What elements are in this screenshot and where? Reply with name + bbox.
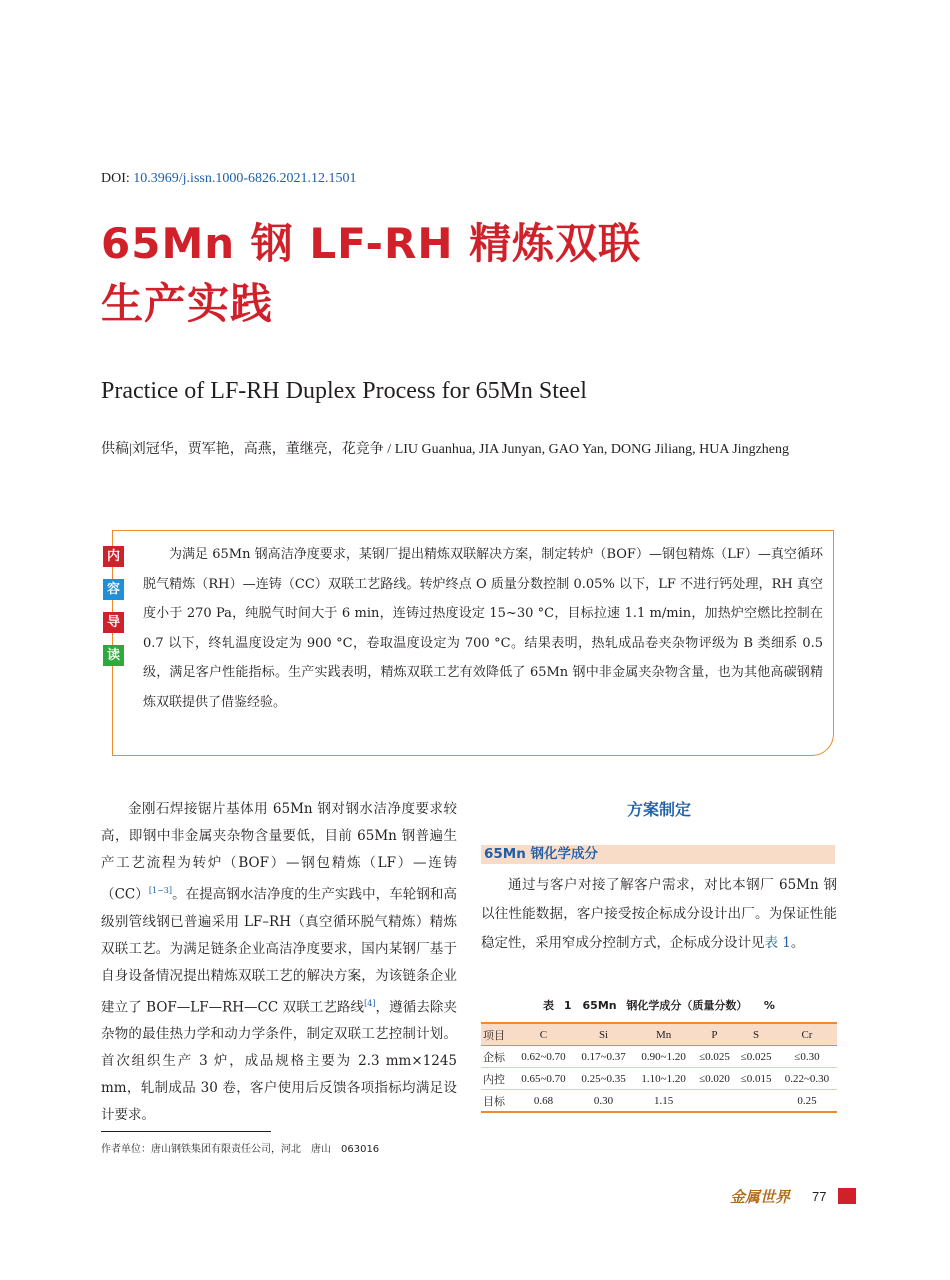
table-header-cell: Si [598, 1028, 609, 1041]
table-cell: ≤0.015 [735, 1068, 777, 1090]
subsection-heading: 65Mn 钢化学成分 [481, 845, 835, 864]
abstract-tag-3: 导 [103, 612, 124, 633]
table-cell: 0.17~0.37 [574, 1046, 634, 1068]
table-caption: 表 1 65Mn 钢化学成分（质量分数） % [543, 999, 775, 1012]
table-header-cell: 项目 [483, 1028, 505, 1042]
table-header-cell: C [539, 1028, 548, 1041]
page-number: 77 [812, 1189, 827, 1204]
table-cell: 0.68 [533, 1094, 554, 1107]
table-row [481, 1090, 837, 1113]
footnote-divider [101, 1131, 271, 1132]
title-cn-line2: 生产实践 [101, 279, 274, 328]
page-marker-block [838, 1188, 856, 1204]
table-cell: 1.15 [653, 1094, 674, 1107]
section-heading: 方案制定 [626, 800, 691, 819]
table-cell: ≤0.025 [694, 1046, 736, 1068]
table-cell: 0.25 [797, 1094, 817, 1107]
composition-table [481, 1022, 837, 1113]
table-cell: 0.22~0.30 [777, 1068, 837, 1090]
table-cell: 1.10~1.20 [634, 1068, 694, 1090]
author-line: 供稿|刘冠华，贾军艳，高燕，董继亮，花竞争 / LIU Guanhua, JIA Junyan, GAO Yan, DONG Jiliang, HUA Jingzheng [101, 442, 789, 457]
doi-link[interactable]: 10.3969/j.issn.1000-6826.2021.12.1501 [133, 171, 357, 186]
abstract-tag-2: 容 [103, 579, 124, 600]
table-cell: ≤0.025 [735, 1046, 777, 1068]
table-cell: 0.62~0.70 [513, 1046, 573, 1068]
citation-ref-2[interactable]: [4] [364, 998, 376, 1008]
body-text: 通过与客户对接了解客户需求，对比本钢厂 65Mn 钢以往性能数据，客户接受按企标成分设计出厂。为保证性能稳定性，采用窄成分控制方式，企标成分设计见 [481, 877, 837, 951]
table-header-cell: Mn [655, 1028, 672, 1041]
table-cell: 0.25~0.35 [574, 1068, 634, 1090]
title-cn-line1: 65Mn 钢 LF-RH 精炼双联 [101, 219, 642, 268]
table-cell: 企标 [481, 1046, 513, 1068]
intro-text-1: 金刚石焊接锯片基体用 65Mn 钢对钢水洁净度要求较高，即钢中非金属夹杂物含量要低，目前 65Mn 钢普遍生产工艺流程为转炉（BOF）—钢包精炼（LF）—连铸（CC） [101, 801, 457, 903]
table-row [481, 1046, 837, 1068]
intro-text-2: 。在提高钢水洁净度的生产实践中，车轮钢和高级别管线钢已普遍采用 LF–RH（真空循环脱气精炼）精炼双联工艺。为满足链条企业高洁净度要求，国内某钢厂基于自身设备情况提出精炼双联工艺的解决方案，为该链条企业建立了 BOF—LF—RH—CC 双联工艺路线 [101, 886, 457, 1015]
table-row [481, 1068, 837, 1090]
table-cell: 目标 [483, 1094, 505, 1108]
article-title-en: Practice of LF-RH Duplex Process for 65Mn Steel [101, 378, 587, 404]
table-cell: ≤0.30 [777, 1046, 837, 1068]
table-header-cell: P [711, 1028, 718, 1041]
table-cell: 0.90~1.20 [634, 1046, 694, 1068]
doi-line [101, 171, 357, 187]
abstract-text: 为满足 65Mn 钢高洁净度要求，某钢厂提出精炼双联解决方案，制定转炉（BOF）—钢包精炼（LF）—真空循环脱气精炼（RH）—连铸（CC）双联工艺路线。转炉终点 O 质量分数控制 0.05% 以下，LF 不进行钙处理，RH 真空度小于 270 Pa，纯脱气时间大于 6 min，连铸过热度设定 15~30 °C，目标拉速 1.1 m/min，加热炉空燃比控制在 0.7 以下，终轧温度设定为 900 °C，卷取温度设定为 700 °C。结果表明，热轧成品卷夹杂物评级为 B 类细系 0.5 级，满足客户性能指标。生产实践表明，精炼双联工艺有效降低了 65Mn 钢中非金属夹杂物含量，也为其他高碳钢精炼双联提供了借鉴经验。 [143, 547, 823, 710]
citation-ref-1[interactable]: [1−3] [148, 886, 172, 895]
author-affiliation-footnote: 作者单位：唐山钢铁集团有限责任公司，河北 唐山 063016 [101, 1144, 380, 1155]
table-cell: 0.65~0.70 [513, 1068, 573, 1090]
body-left-column [101, 796, 457, 1129]
table-cell [694, 1090, 736, 1113]
table-header-cell: Cr [801, 1028, 813, 1041]
article-title-cn [101, 214, 721, 334]
table-reference-link[interactable]: 表 1 [764, 935, 791, 951]
table-header-cell: S [753, 1028, 760, 1041]
abstract-tag-1: 内 [103, 546, 124, 567]
table-cell [735, 1090, 777, 1113]
body-right-column [481, 871, 837, 958]
doi-label: DOI: [101, 171, 134, 186]
journal-logo: 金属世界 [730, 1188, 791, 1206]
table-header-row [481, 1023, 837, 1046]
table-cell: 内控 [481, 1068, 513, 1090]
body-text-end: 。 [790, 935, 805, 951]
table-cell: 0.30 [593, 1094, 614, 1107]
intro-text-3: ，遵循去除夹杂物的最佳热力学和动力学条件，制定双联工艺控制计划。首次组织生产 3 炉，成品规格主要为 2.3 mm×1245 mm，轧制成品 30 卷，客户使用后反馈各项指标均满足设计要求。 [101, 999, 457, 1123]
abstract-tag-4: 读 [103, 645, 124, 666]
table-cell: ≤0.020 [694, 1068, 736, 1090]
